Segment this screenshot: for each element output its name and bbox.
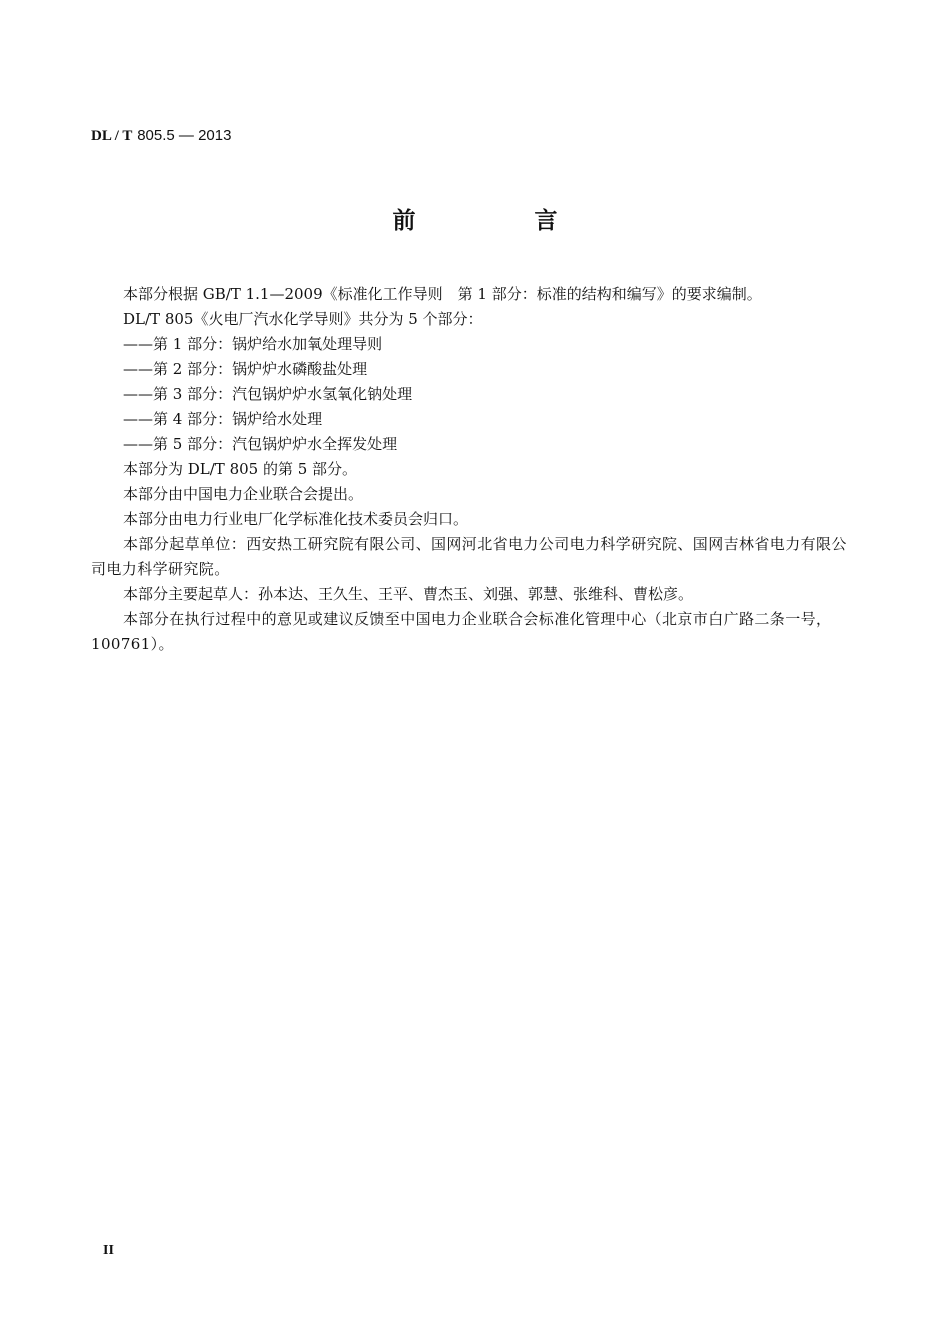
paragraph-feedback: 本部分在执行过程中的意见或建议反馈至中国电力企业联合会标准化管理中心（北京市白广路二条一号，100761）。 bbox=[91, 610, 832, 653]
document-code bbox=[91, 125, 231, 146]
paragraph-basis: 本部分根据 GB/T 1.1—2009《标准化工作导则 第 1 部分：标准的结构和编写》的要求编制。 bbox=[123, 285, 762, 303]
list-item-part-1: ——第 1 部分：锅炉给水加氧处理导则 bbox=[123, 335, 383, 353]
page-number: II bbox=[103, 1243, 114, 1258]
page-title: 前 言 bbox=[392, 208, 606, 234]
document-code-prefix: DL / T bbox=[91, 128, 133, 144]
paragraph-proposed-by: 本部分由中国电力企业联合会提出。 bbox=[123, 485, 364, 503]
paragraph-drafters: 本部分主要起草人：孙本达、王久生、王平、曹杰玉、刘强、郭慧、张维科、曹松彦。 bbox=[123, 585, 694, 603]
document-code-number: 805.5 — 2013 bbox=[137, 127, 232, 144]
paragraph-this-part: 本部分为 DL/T 805 的第 5 部分。 bbox=[123, 460, 358, 478]
paragraph-managed-by: 本部分由电力行业电厂化学标准化技术委员会归口。 bbox=[123, 510, 469, 528]
list-item-part-5: ——第 5 部分：汽包锅炉炉水全挥发处理 bbox=[123, 435, 398, 453]
paragraph-parts-intro: DL/T 805《火电厂汽水化学导则》共分为 5 个部分： bbox=[123, 310, 483, 328]
list-item-part-2: ——第 2 部分：锅炉炉水磷酸盐处理 bbox=[123, 360, 368, 378]
paragraph-drafting-units: 本部分起草单位：西安热工研究院有限公司、国网河北省电力公司电力科学研究院、国网吉林省电力有限公司电力科学研究院。 bbox=[91, 535, 847, 578]
list-item-part-3: ——第 3 部分：汽包锅炉炉水氢氧化钠处理 bbox=[123, 385, 413, 403]
foreword-body bbox=[91, 282, 851, 657]
list-item-part-4: ——第 4 部分：锅炉给水处理 bbox=[123, 410, 323, 428]
